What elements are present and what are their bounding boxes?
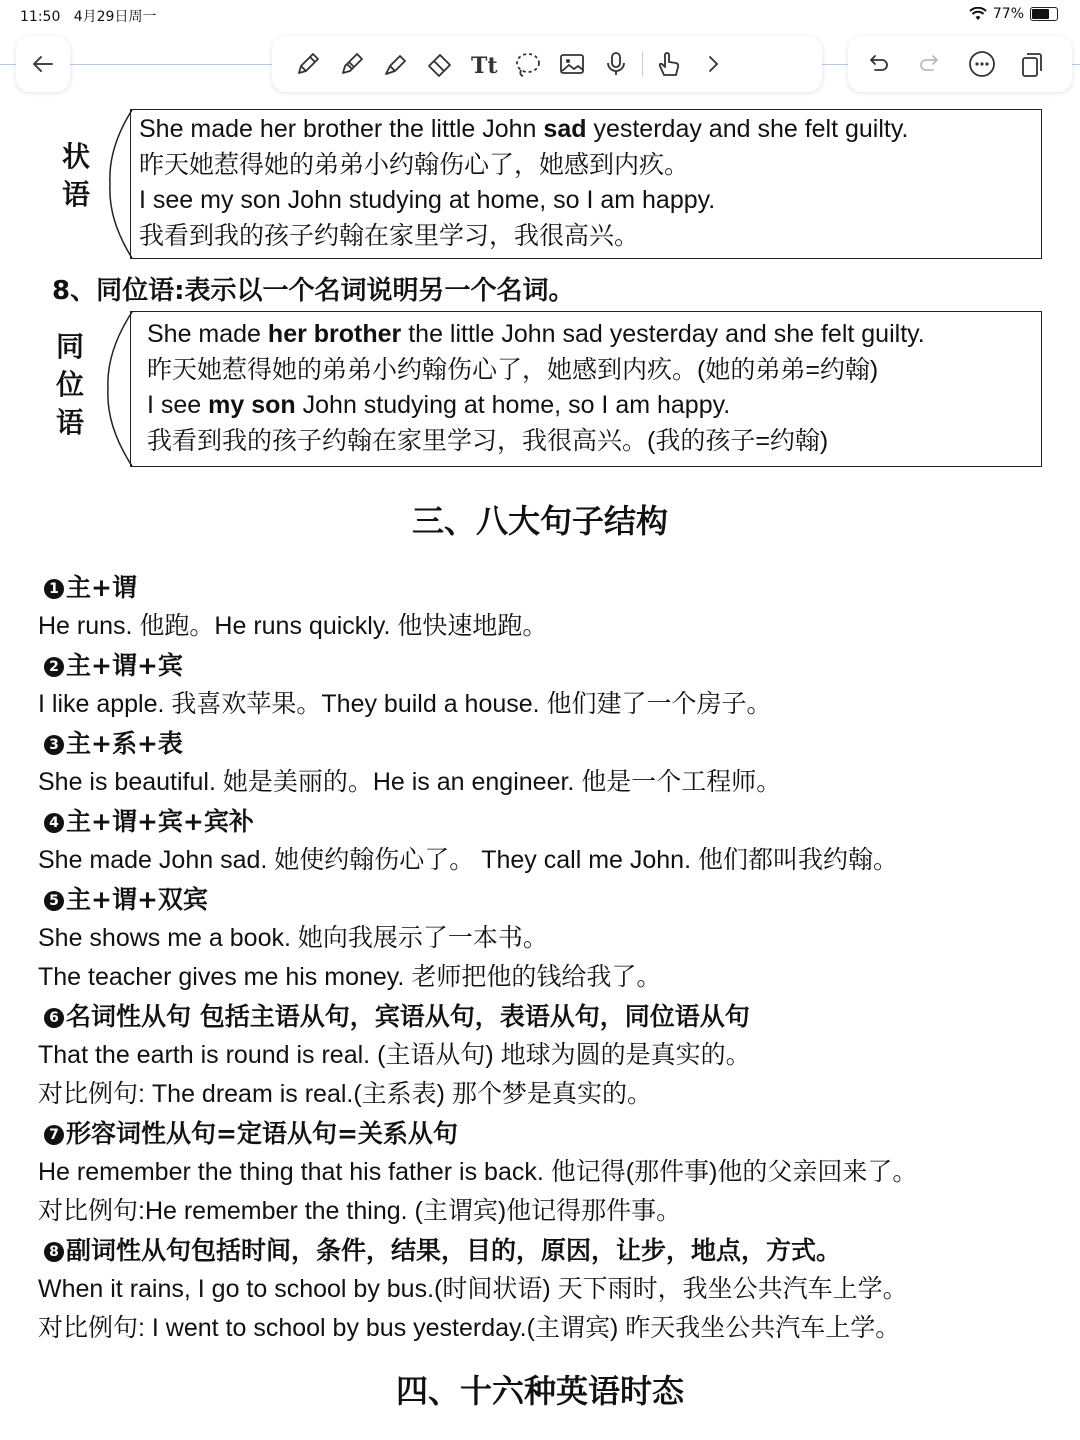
example-line: I like apple. 我喜欢苹果。They build a house. 他们建了一个房子。 [38, 690, 772, 718]
structure-heading [38, 646, 1058, 685]
redo-icon [915, 49, 945, 79]
pages-button[interactable] [1010, 42, 1054, 86]
number-badge: 4 [44, 813, 64, 833]
structure-title: 名词性从句 包括主语从句，宾语从句，表语从句，同位语从句 [66, 1002, 750, 1031]
structure-heading [38, 997, 1058, 1036]
image-icon [557, 49, 587, 79]
hand-tool-button[interactable] [647, 42, 691, 86]
example-line: She is beautiful. 她是美丽的。He is an engineer. 他是一个工程师。 [38, 768, 782, 796]
example-line: 对比例句: I went to school by bus yesterday.(主谓宾) 昨天我坐公共汽车上学。 [38, 1314, 901, 1342]
battery-icon [1030, 7, 1058, 21]
eraser-tool-button[interactable] [418, 42, 462, 86]
microphone-icon [601, 49, 631, 79]
chevron-right-icon [698, 49, 728, 79]
structure-heading [38, 1114, 1058, 1153]
adverbial-label: 状 语 [61, 140, 90, 211]
status-date: 4月29日周一 [73, 9, 157, 25]
example-line: 对比例句:He remember the thing. (主谓宾)他记得那件事。 [38, 1197, 682, 1225]
example-line: 对比例句: The dream is real.(主系表) 那个梦是真实的。 [38, 1080, 652, 1108]
back-arrow-icon [28, 49, 58, 79]
hand-pointer-icon [654, 49, 684, 79]
box-line: She made her brother the little John sad yesterday and she felt guilty. [147, 320, 925, 348]
wifi-icon [969, 7, 987, 21]
appositive-box [130, 311, 1042, 467]
eraser-icon [425, 49, 455, 79]
status-bar [0, 0, 1080, 30]
box-line: I see my son John studying at home, so I am happy. [139, 186, 716, 214]
redo-button[interactable] [908, 42, 952, 86]
number-badge: 8 [44, 1242, 64, 1262]
structure-title: 主+谓 [66, 573, 137, 602]
appositive-label: 同 位 语 [55, 330, 84, 439]
svg-text:Tt: Tt [471, 53, 498, 79]
example-line: When it rains, I go to school by bus.(时间状语) 天下雨时，我坐公共汽车上学。 [38, 1275, 908, 1303]
structure-heading [38, 568, 1058, 607]
structure-title: 主+系+表 [66, 729, 183, 758]
actions-pill [848, 36, 1072, 92]
pen-tool-button[interactable] [286, 42, 330, 86]
back-button[interactable] [21, 42, 65, 86]
example-line: The teacher gives me his money. 老师把他的钱给我了。 [38, 963, 662, 991]
sentence-structures-list [38, 568, 1058, 1348]
undo-icon [863, 49, 893, 79]
example-line: He remember the thing that his father is back. 他记得(那件事)他的父亲回来了。 [38, 1158, 918, 1186]
battery-percent: 77% [992, 6, 1024, 22]
pencil-icon [293, 49, 323, 79]
section-title: 四、十六种英语时态 [395, 1372, 684, 1410]
back-pill [16, 36, 70, 92]
more-tools-button[interactable] [691, 42, 735, 86]
box-line: I see my son John studying at home, so I am happy. [147, 391, 731, 419]
number-badge: 5 [44, 891, 64, 911]
status-time: 11:50 [20, 9, 61, 25]
box-line: 昨天她惹得她的弟弟小约翰伤心了，她感到内疚。 [139, 150, 690, 179]
highlighter-tool-button[interactable] [374, 42, 418, 86]
structure-heading [38, 724, 1058, 763]
pages-icon [1017, 49, 1047, 79]
section-title: 三、八大句子结构 [411, 502, 668, 540]
structure-heading [38, 1231, 1058, 1270]
more-button[interactable] [960, 42, 1004, 86]
text-tool-button[interactable] [462, 42, 506, 86]
structure-title: 形容词性从句=定语从句=关系从句 [66, 1119, 458, 1148]
structure-heading [38, 802, 1058, 841]
number-badge: 3 [44, 735, 64, 755]
image-tool-button[interactable] [550, 42, 594, 86]
text-tool-icon [469, 49, 499, 79]
lasso-icon [513, 49, 543, 79]
more-icon [967, 49, 997, 79]
example-line: That the earth is round is real. (主语从句) 地球为圆的是真实的。 [38, 1041, 751, 1069]
lasso-tool-button[interactable] [506, 42, 550, 86]
example-line: She made John sad. 她使约翰伤心了。 They call me John. 他们都叫我约翰。 [38, 846, 898, 874]
voice-tool-button[interactable] [594, 42, 638, 86]
example-line: He runs. 他跑。He runs quickly. 他快速地跑。 [38, 612, 548, 640]
number-badge: 7 [44, 1125, 64, 1145]
structure-title: 主+谓+宾 [66, 651, 183, 680]
adverbial-box [130, 109, 1042, 259]
highlighter-icon [381, 49, 411, 79]
structure-heading [38, 880, 1058, 919]
structure-title: 主+谓+双宾 [66, 885, 208, 914]
structure-title: 副词性从句包括时间，条件，结果，目的，原因，让步，地点，方式。 [66, 1236, 842, 1265]
number-badge: 6 [44, 1008, 64, 1028]
number-badge: 1 [44, 579, 64, 599]
pencil-tool-button[interactable] [330, 42, 374, 86]
marker-icon [337, 49, 367, 79]
box-line: 我看到我的孩子约翰在家里学习，我很高兴。(我的孩子=约翰) [147, 426, 829, 455]
box-line: 昨天她惹得她的弟弟小约翰伤心了，她感到内疚。(她的弟弟=约翰) [147, 355, 879, 384]
undo-button[interactable] [856, 42, 900, 86]
structure-title: 主+谓+宾+宾补 [66, 807, 254, 836]
example-line: She shows me a book. 她向我展示了一本书。 [38, 924, 548, 952]
appositive-heading: 8、同位语:表示以一个名词说明另一个名词。 [52, 276, 575, 306]
tools-pill [272, 36, 822, 92]
box-line: She made her brother the little John sad yesterday and she felt guilty. [139, 115, 909, 143]
box-line: 我看到我的孩子约翰在家里学习，我很高兴。 [139, 221, 640, 250]
number-badge: 2 [44, 657, 64, 677]
